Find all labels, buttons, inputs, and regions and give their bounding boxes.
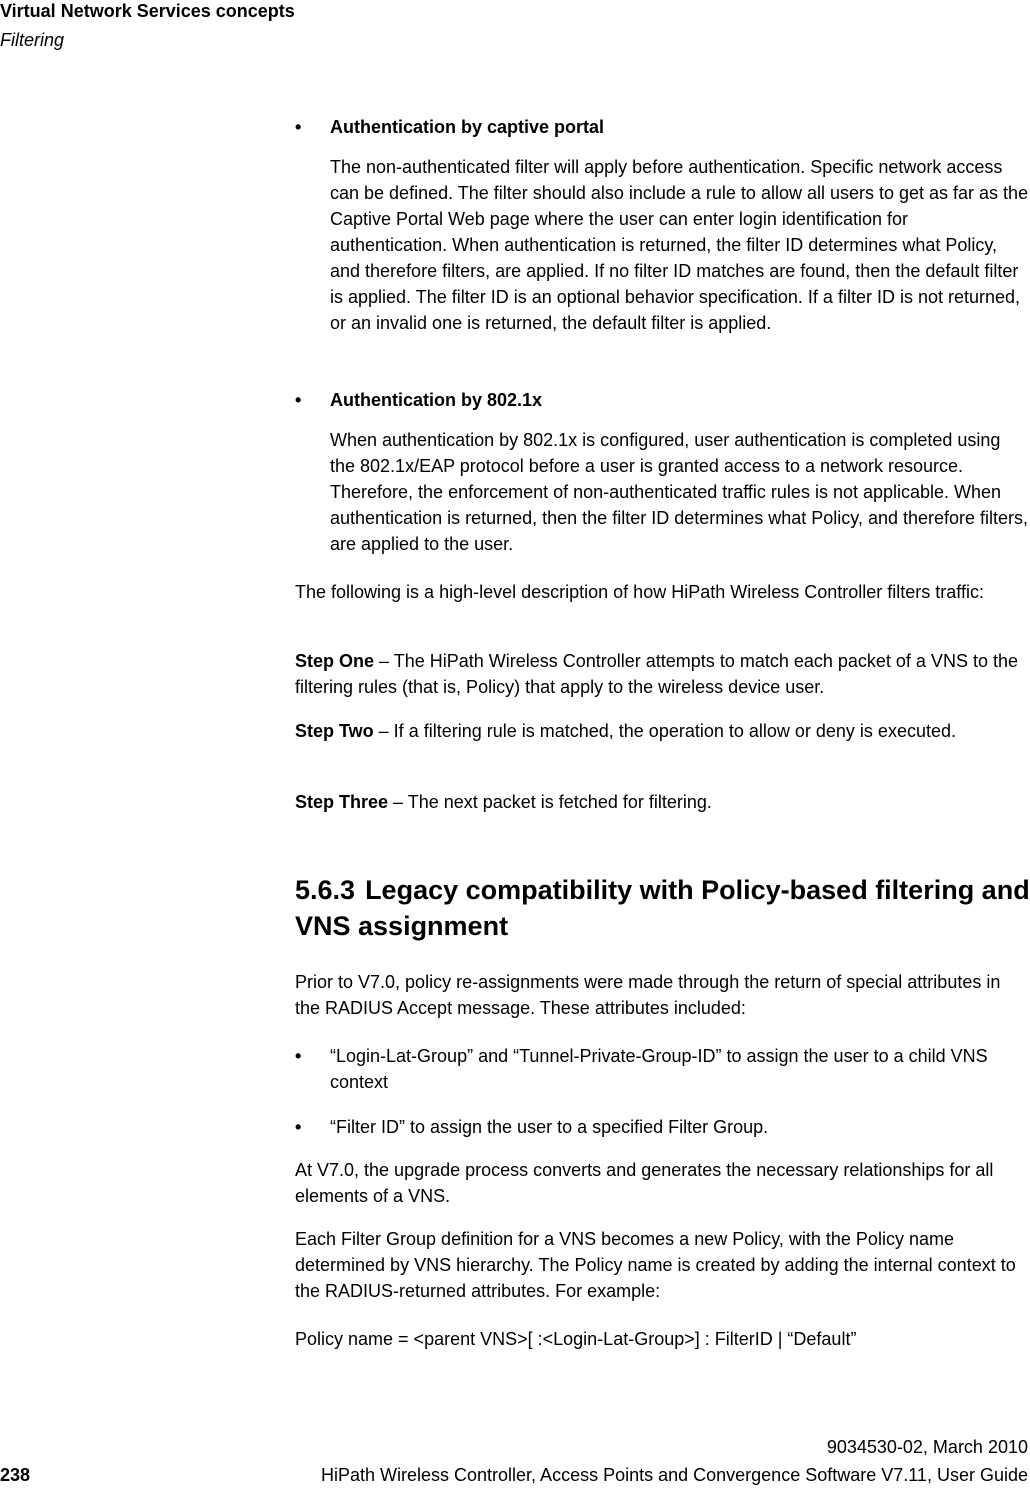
step-label: Step Three bbox=[295, 792, 389, 812]
step-label: Step Two bbox=[295, 721, 374, 741]
footer-guide-title: HiPath Wireless Controller, Access Points and Convergence Software V7.11, User Guide bbox=[320, 1465, 1028, 1485]
bullet-text: “Login-Lat-Group” and “Tunnel-Private-Group-ID” to assign the user to a child VNS context bbox=[330, 1046, 988, 1092]
step-text: – The next packet is fetched for filtering. bbox=[388, 792, 712, 812]
policy-formula: Policy name = <parent VNS>[ :<Login-Lat-Group>] : FilterID | “Default” bbox=[295, 1329, 857, 1349]
section-number: 5.6.3 bbox=[295, 875, 356, 905]
running-header-subtitle: Filtering bbox=[0, 30, 65, 50]
section-heading bbox=[295, 872, 1030, 944]
bullet-text: The non-authenticated filter will apply before authentication. Specific network access can be defined. The filter should also include a rule to allow all users to get as far as the Captive Portal Web page where the user can enter login identification for authentication. When authentication is returned, the filter ID determines what Policy, and therefore filters, are applied. If no filter ID matches are found, then the default filter is applied. The filter ID is an optional behavior specification. If a filter ID is not returned, or an invalid one is returned, the default filter is applied. bbox=[330, 157, 1029, 333]
section-title: Legacy compatibility with Policy-based filtering and VNS assignment bbox=[295, 875, 1030, 941]
bullet-text: When authentication by 802.1x is configured, user authentication is completed using the 802.1x/EAP protocol before a user is granted access to a network resource. Therefore, the enforcement of non-authenticated traffic rules is not applicable. When authentication is returned, then the filter ID determines what Policy, and therefore filters, are applied to the user. bbox=[330, 430, 1029, 554]
intro-paragraph: The following is a high-level description of how HiPath Wireless Controller filters traffic: bbox=[295, 582, 984, 602]
step-label: Step One bbox=[295, 651, 375, 671]
paragraph-each: Each Filter Group definition for a VNS becomes a new Policy, with the Policy name determined by VNS hierarchy. The Policy name is created by adding the internal context to the RADIUS-returned attributes. For example: bbox=[295, 1229, 1016, 1301]
bullet-mark: • bbox=[295, 117, 302, 137]
bullet-heading: Authentication by 802.1x bbox=[330, 390, 543, 410]
bullet-mark: • bbox=[295, 1046, 302, 1066]
running-header-title: Virtual Network Services concepts bbox=[0, 1, 295, 21]
step-two bbox=[295, 718, 1030, 744]
paragraph-prior: Prior to V7.0, policy re-assignments were made through the return of special attributes in the RADIUS Accept message. These attributes included: bbox=[295, 972, 1001, 1018]
bullet-mark: • bbox=[295, 1117, 302, 1137]
step-text: – If a filtering rule is matched, the operation to allow or deny is executed. bbox=[373, 721, 956, 741]
bullet-mark: • bbox=[295, 390, 302, 410]
bullet-heading: Authentication by captive portal bbox=[330, 117, 605, 137]
step-three bbox=[295, 789, 1030, 815]
paragraph-upgrade: At V7.0, the upgrade process converts and generates the necessary relationships for all elements of a VNS. bbox=[295, 1160, 994, 1206]
footer-doc-id: 9034530-02, March 2010 bbox=[826, 1437, 1028, 1457]
footer-page-number: 238 bbox=[0, 1465, 31, 1485]
step-one bbox=[295, 648, 1030, 700]
bullet-text: “Filter ID” to assign the user to a specified Filter Group. bbox=[330, 1117, 769, 1137]
step-text: – The HiPath Wireless Controller attempts to match each packet of a VNS to the filtering rules (that is, Policy) that apply to the wireless device user. bbox=[295, 651, 1018, 697]
